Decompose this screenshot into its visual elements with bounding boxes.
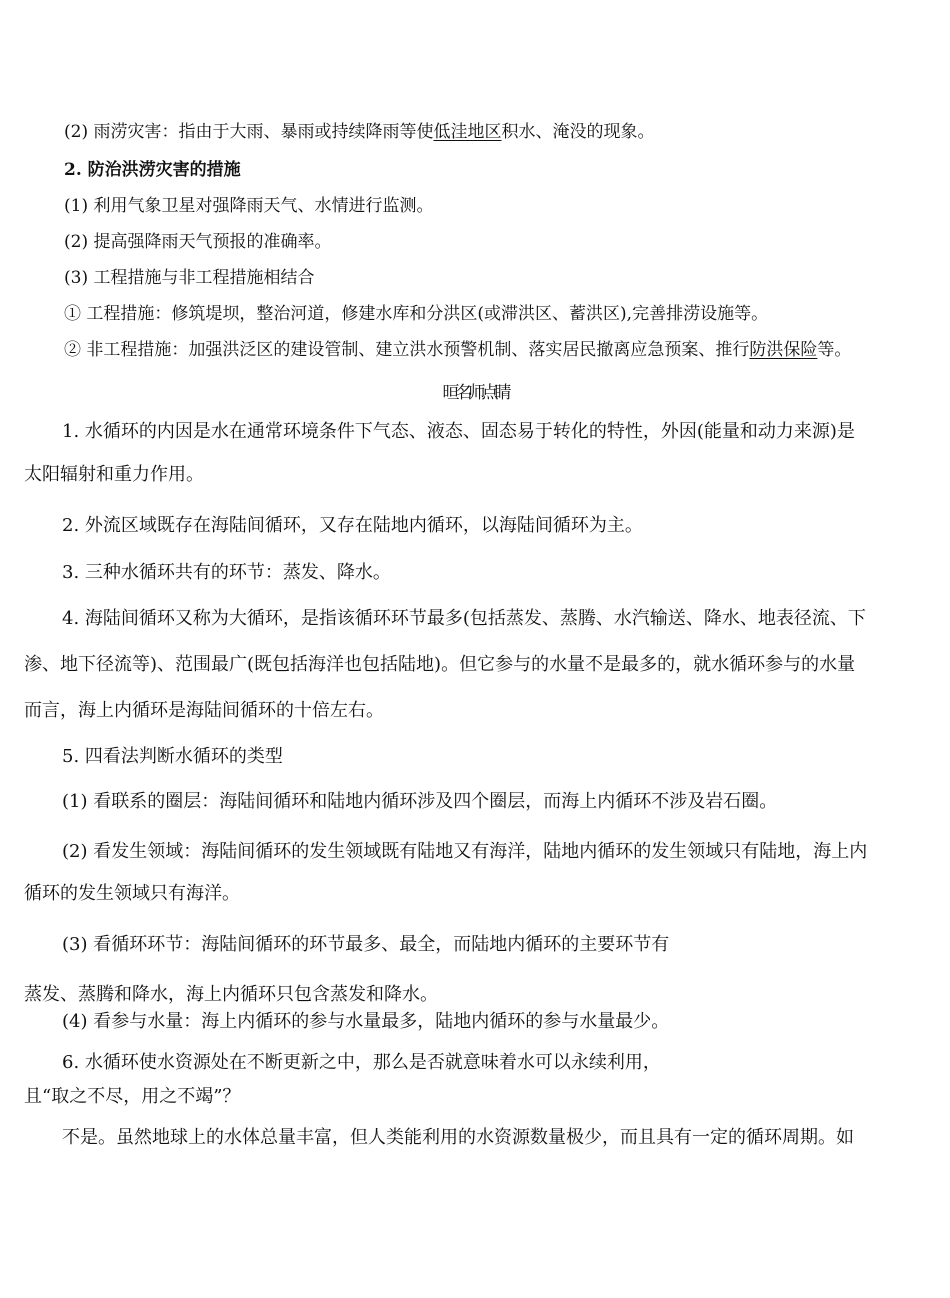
point-4-line-2: 渗、地下径流等)、范围最广(既包括海洋也包括陆地)。但它参与的水量不是最多的，就水循环参与的水量 <box>24 654 856 675</box>
point-5-item-3-line-1: (3) 看循环环节：海陆间循环的环节最多、最全，而陆地内循环的主要环节有 <box>62 934 670 955</box>
measure-2: (2) 提高强降雨天气预报的准确率。 <box>64 232 332 252</box>
point-6-line-1: 6. 水循环使水资源处在不断更新之中，那么是否就意味着水可以永续利用， <box>62 1052 661 1073</box>
point-6-answer: 不是。虽然地球上的水体总量丰富，但人类能利用的水资源数量极少，而且具有一定的循环周期。如 <box>62 1127 854 1148</box>
flood-disaster-item-2: (2) 雨涝灾害：指由于大雨、暴雨或持续降雨等使低洼地区积水、淹没的现象。 <box>64 122 655 142</box>
section-title: 晅名师点睛 <box>442 383 508 403</box>
measures-heading: 2. 防治洪涝灾害的措施 <box>64 160 241 180</box>
point-3: 3. 三种水循环共有的环节：蒸发、降水。 <box>62 562 391 583</box>
measure-3: (3) 工程措施与非工程措施相结合 <box>64 268 315 288</box>
point-5-item-3-line-2: 蒸发、蒸腾和降水，海上内循环只包含蒸发和降水。 <box>24 984 438 1005</box>
non-engineering-measures: ② 非工程措施：加强洪泛区的建设管制、建立洪水预警机制、落实居民撤离应急预案、推行防洪保险等。 <box>64 340 852 360</box>
measure-1: (1) 利用气象卫星对强降雨天气、水情进行监测。 <box>64 196 434 216</box>
point-4-line-3: 而言，海上内循环是海陆间循环的十倍左右。 <box>24 700 384 721</box>
point-5-item-4: (4) 看参与水量：海上内循环的参与水量最多，陆地内循环的参与水量最少。 <box>62 1011 670 1032</box>
point-1-line-2: 太阳辐射和重力作用。 <box>24 464 204 485</box>
point-5-item-2-line-1: (2) 看发生领域：海陆间循环的发生领域既有陆地又有海洋，陆地内循环的发生领域只有陆地，海上内 <box>62 841 868 862</box>
point-2: 2. 外流区域既存在海陆间循环，又存在陆地内循环，以海陆间循环为主。 <box>62 515 643 536</box>
point-1-line-1: 1. 水循环的内因是水在通常环境条件下气态、液态、固态易于转化的特性，外因(能量和动力来源)是 <box>62 421 855 442</box>
underlined-term-flood-insurance: 防洪保险 <box>749 340 818 360</box>
point-4-line-1: 4. 海陆间循环又称为大循环，是指该循环环节最多(包括蒸发、蒸腾、水汽输送、降水、地表径流、下 <box>62 608 866 629</box>
underlined-term-lowland: 低洼地区 <box>433 122 502 142</box>
point-6-line-2: 且“取之不尽，用之不竭”？ <box>24 1086 241 1107</box>
point-5-item-2-line-2: 循环的发生领域只有海洋。 <box>24 883 240 904</box>
point-5-item-1: (1) 看联系的圈层：海陆间循环和陆地内循环涉及四个圈层，而海上内循环不涉及岩石圈。 <box>62 791 778 812</box>
point-5-heading: 5. 四看法判断水循环的类型 <box>62 746 283 767</box>
engineering-measures: ① 工程措施：修筑堤坝，整治河道，修建水库和分洪区(或滞洪区、蓄洪区),完善排涝设施等。 <box>64 304 769 324</box>
